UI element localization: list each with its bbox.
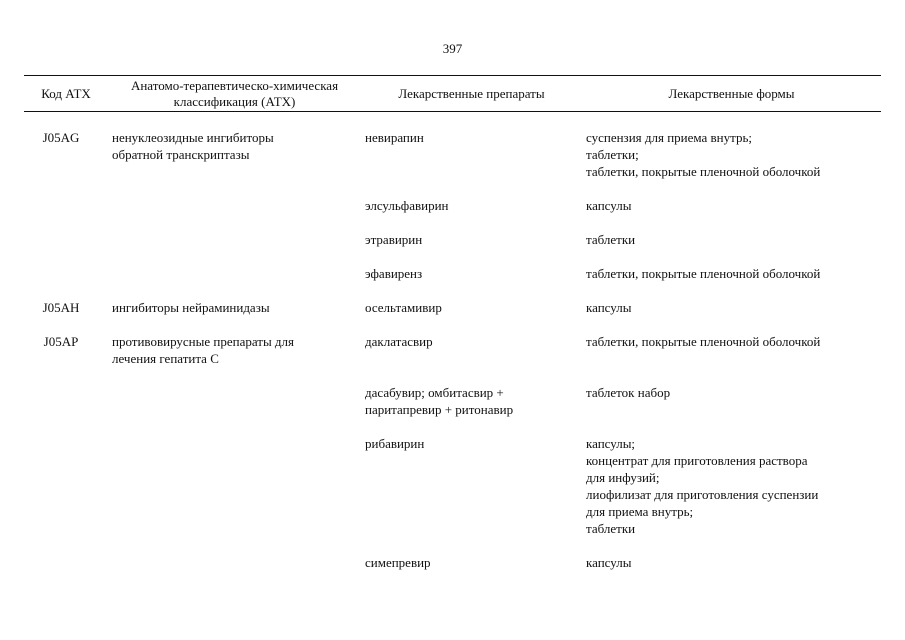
cell-forms [582, 265, 881, 299]
cell-forms [582, 231, 881, 265]
cell-forms-line: лиофилизат для приготовления суспензии [586, 487, 819, 502]
cell-forms-line: таблетки; [586, 147, 639, 162]
cell-code [24, 333, 108, 384]
cell-code [24, 435, 108, 554]
cell-forms-line: таблетки, покрытые пленочной оболочкой [586, 266, 821, 281]
table-row [24, 299, 881, 333]
cell-classification [108, 265, 361, 299]
header-code: Код АТХ [24, 76, 108, 112]
cell-drug-line: даклатасвир [365, 334, 433, 349]
cell-forms-line: капсулы [586, 555, 632, 570]
cell-forms-line: для приема внутрь; [586, 504, 694, 519]
table-header-row [24, 76, 881, 112]
cell-forms-line: капсулы; [586, 436, 636, 451]
cell-classification [108, 384, 361, 435]
cell-forms-line: капсулы [586, 198, 632, 213]
cell-classification-line: противовирусные препараты для [112, 334, 295, 349]
cell-forms [582, 384, 881, 435]
drug-table [24, 75, 881, 588]
table-row [24, 265, 881, 299]
table-row [24, 333, 881, 384]
table-body [24, 112, 881, 589]
cell-drug-line: осельтамивир [365, 300, 442, 315]
table-row [24, 231, 881, 265]
cell-code [24, 384, 108, 435]
cell-forms-line: капсулы [586, 300, 632, 315]
cell-drug [361, 333, 582, 384]
cell-code [24, 265, 108, 299]
cell-forms [582, 197, 881, 231]
cell-classification-line: ингибиторы нейраминидазы [112, 300, 270, 315]
cell-forms [582, 554, 881, 588]
table-row [24, 554, 881, 588]
cell-code-text: J05AP [43, 334, 79, 349]
cell-drug-line: паритапревир + ритонавир [365, 402, 514, 417]
table-row [24, 384, 881, 435]
cell-classification [108, 333, 361, 384]
cell-classification [108, 129, 361, 197]
cell-code [24, 299, 108, 333]
cell-code-text: J05AH [42, 300, 80, 315]
cell-drug-line: рибавирин [365, 436, 425, 451]
cell-forms-line: таблетки, покрытые пленочной оболочкой [586, 334, 821, 349]
header-classification: Анатомо-терапевтическо-химическая классификация (АТХ) [108, 76, 361, 112]
cell-forms [582, 333, 881, 384]
cell-forms-line: таблетки, покрытые пленочной оболочкой [586, 164, 821, 179]
page-number: 397 [442, 41, 463, 56]
cell-forms [582, 129, 881, 197]
cell-drug-line: элсульфавирин [365, 198, 449, 213]
cell-classification-line: обратной транскриптазы [112, 147, 250, 162]
cell-drug [361, 265, 582, 299]
cell-forms-line: концентрат для приготовления раствора [586, 453, 808, 468]
cell-drug [361, 299, 582, 333]
cell-code [24, 231, 108, 265]
cell-drug-line: этравирин [365, 232, 423, 247]
cell-classification [108, 231, 361, 265]
cell-code-text: J05AG [42, 130, 80, 145]
cell-forms-line: таблетки [586, 232, 636, 247]
cell-classification [108, 435, 361, 554]
cell-code [24, 197, 108, 231]
cell-drug-line: невирапин [365, 130, 424, 145]
cell-code [24, 554, 108, 588]
header-forms: Лекарственные формы [582, 76, 881, 112]
cell-drug-line: симепревир [365, 555, 431, 570]
cell-drug-line: эфавиренз [365, 266, 423, 281]
table-row [24, 435, 881, 554]
cell-classification-line: лечения гепатита С [112, 351, 219, 366]
cell-forms-line: таблеток набор [586, 385, 671, 400]
cell-drug [361, 197, 582, 231]
table-row [24, 129, 881, 197]
cell-drug-line: дасабувир; омбитасвир + [365, 385, 504, 400]
cell-drug [361, 554, 582, 588]
cell-forms-line: суспензия для приема внутрь; [586, 130, 753, 145]
cell-drug [361, 435, 582, 554]
cell-code [24, 129, 108, 197]
cell-classification [108, 197, 361, 231]
table-row [24, 197, 881, 231]
cell-classification [108, 299, 361, 333]
cell-forms-line: таблетки [586, 521, 636, 536]
cell-drug [361, 231, 582, 265]
cell-forms [582, 435, 881, 554]
cell-classification-line: ненуклеозидные ингибиторы [112, 130, 274, 145]
cell-drug [361, 384, 582, 435]
header-drugs: Лекарственные препараты [361, 76, 582, 112]
cell-forms [582, 299, 881, 333]
cell-drug [361, 129, 582, 197]
cell-classification [108, 554, 361, 588]
cell-forms-line: для инфузий; [586, 470, 660, 485]
